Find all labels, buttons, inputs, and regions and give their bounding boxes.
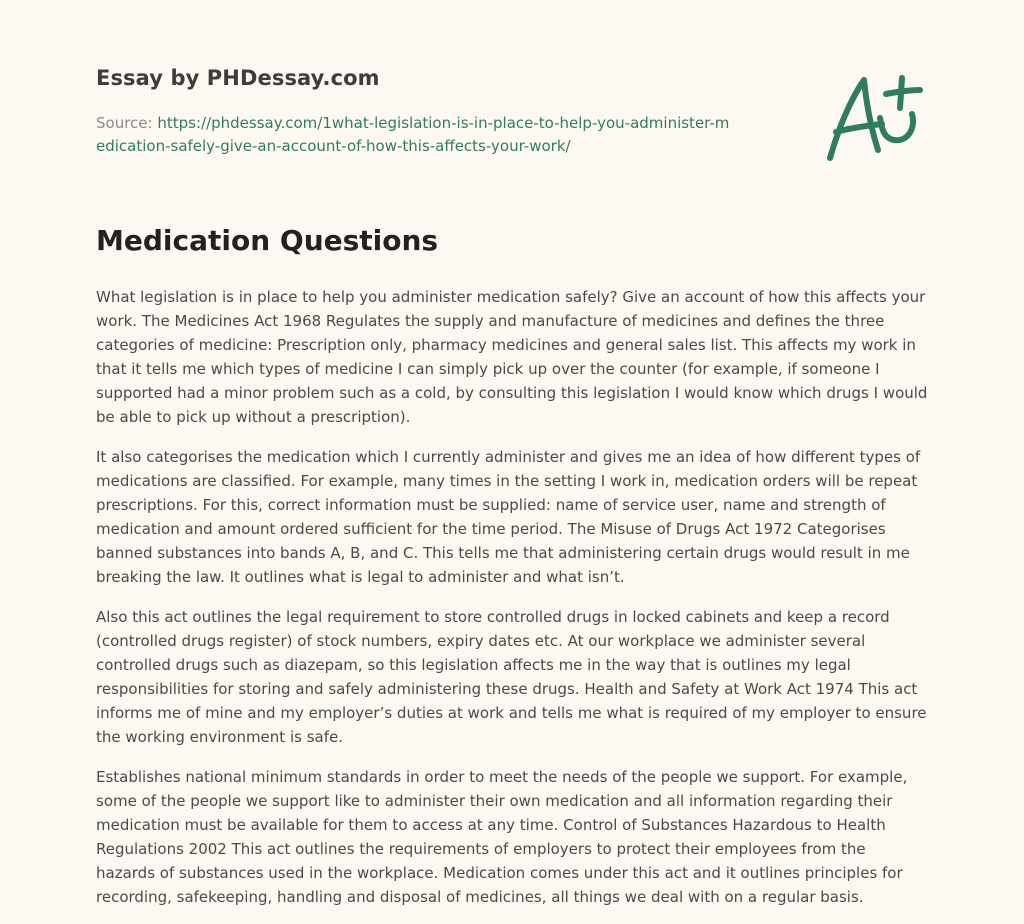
a-plus-logo [820, 70, 928, 166]
essay-title: Medication Questions [96, 224, 439, 257]
source-link[interactable]: https://phdessay.com/1what-legislation-is-in-place-to-help-you-administer-medication-safely-give-an-account-of-how-this-affects-your-work/ [96, 114, 730, 155]
site-title: Essay by PHDessay.com [96, 66, 380, 90]
a-plus-logo-icon [820, 70, 928, 166]
essay-paragraph: It also categorises the medication which I currently administer and gives me an idea of how different types of medications are classified. For example, many times in the setting I work in, medication orders will be repeat prescriptions. For this, correct information must be supplied: name of service user, name and strength of medication and amount ordered sufficient for the time period. The Misuse of Drugs Act 1972 Categorises banned substances into bands A, B, and C. This tells me that administering certain drugs would result in me breaking the law. It outlines what is legal to administer and what isn’t. [96, 448, 921, 586]
source-label: Source: [96, 114, 153, 132]
essay-paragraph: What legislation is in place to help you administer medication safely? Give an account of how this affects your work. The Medicines Act 1968 Regulates the supply and manufacture of medicines and defines the three categories of medicine: Prescription only, pharmacy medicines and general sales list. This affects my work in that it tells me which types of medicine I can simply pick up over the counter (for example, if someone I supported had a minor problem such as a cold, by consulting this legislation I would know which drugs I would be able to pick up without a prescription). [96, 288, 928, 426]
essay-paragraph: Also this act outlines the legal requirement to store controlled drugs in locked cabinets and keep a record (controlled drugs register) of stock numbers, expiry dates etc. At our workplace we administer several controlled drugs such as diazepam, so this legislation affects me in the way that is outlines my legal responsibilities for storing and safely administering these drugs. Health and Safety at Work Act 1974 This act informs me of mine and my employer’s duties at work and tells me what is required of my employer to ensure the working environment is safe. [96, 608, 927, 746]
essay-paragraph: Establishes national minimum standards in order to meet the needs of the people we support. For example, some of the people we support like to administer their own medication and all information regarding their medication must be available for them to access at any time. Control of Substances Hazardous to Health Regulations 2002 This act outlines the requirements of employers to protect their employees from the hazards of substances used in the workplace. Medication comes under this act and it outlines principles for recording, safekeeping, handling and disposal of medicines, all things we deal with on a regular basis. [96, 768, 908, 906]
essay-body [96, 285, 928, 924]
source-line [96, 112, 736, 158]
page [96, 0, 928, 924]
